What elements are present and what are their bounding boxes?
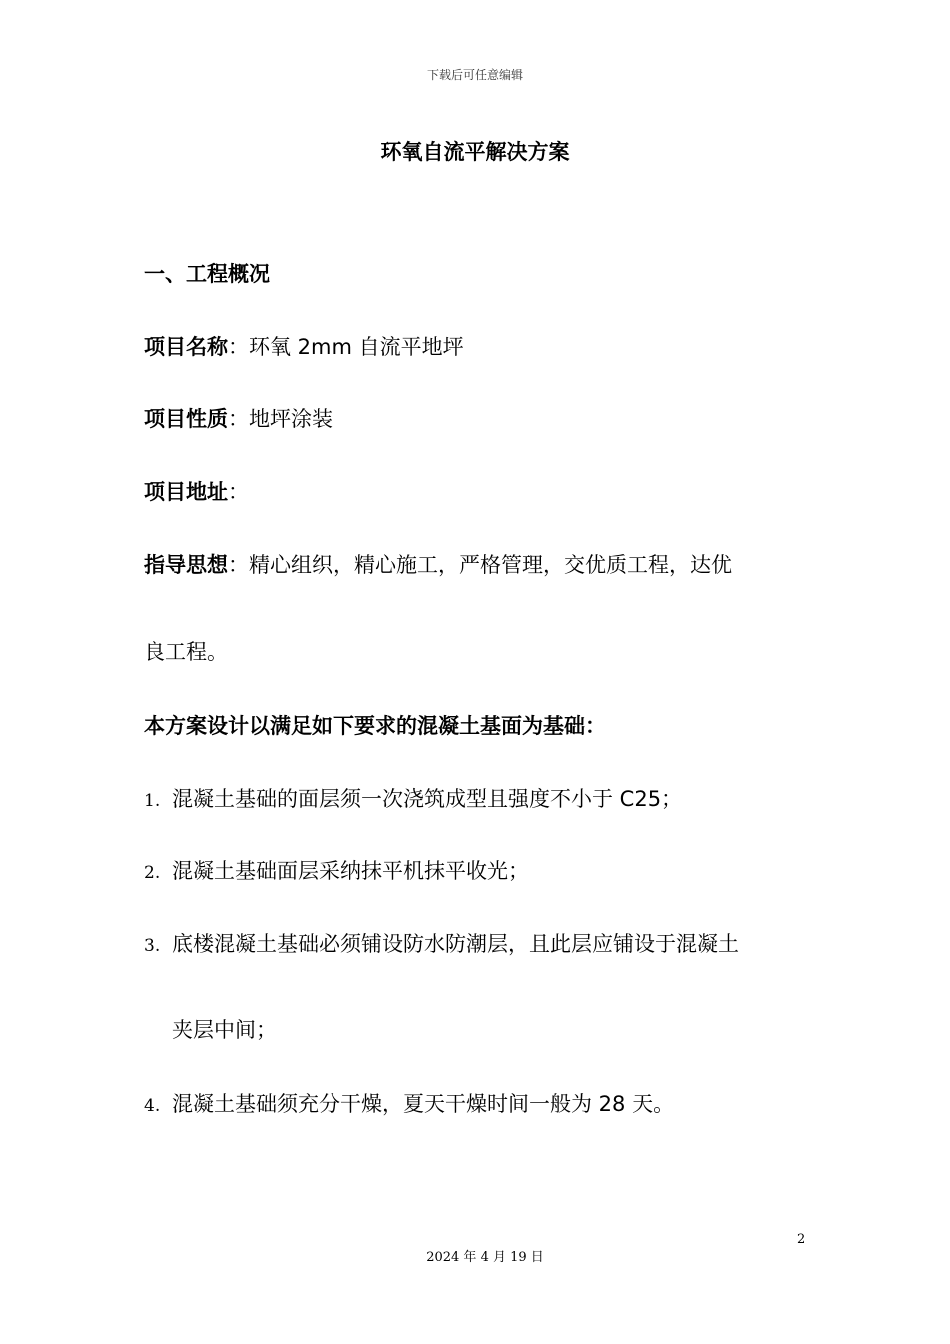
- section-heading: 一、工程概况: [144, 262, 270, 286]
- field-colon: ：: [228, 480, 249, 504]
- field-label: 项目性质: [144, 407, 228, 431]
- field-guiding-principle: [144, 550, 732, 580]
- list-item: [144, 929, 739, 961]
- field-label: 项目名称: [144, 335, 228, 359]
- field-colon: ：: [228, 553, 249, 577]
- field-project-address: [144, 477, 249, 507]
- list-item: [144, 784, 682, 816]
- list-item-text: 混凝土基础的面层须一次浇筑成型且强度不小于 C25；: [172, 787, 683, 811]
- field-value: 环氧 2mm 自流平地坪: [249, 335, 464, 359]
- page-number: 2: [797, 1232, 806, 1247]
- page-header: 下载后可任意编辑: [426, 68, 523, 82]
- list-item-number: 3.: [144, 936, 161, 956]
- document-title: 环氧自流平解决方案: [380, 140, 570, 164]
- list-item-text: 底楼混凝土基础必须铺设防水防潮层，且此层应铺设于混凝土: [172, 932, 739, 956]
- field-value: 地坪涂装: [249, 407, 333, 431]
- list-item-number: 2.: [144, 863, 161, 883]
- field-label: 项目地址: [144, 480, 228, 504]
- field-guiding-principle-continued: 良工程。: [144, 640, 228, 664]
- list-item-continued: 夹层中间；: [172, 1018, 277, 1042]
- list-item-text: 混凝土基础面层采纳抹平机抹平收光；: [172, 859, 529, 883]
- field-project-nature: [144, 404, 333, 434]
- list-item-text: 混凝土基础须充分干燥，夏天干燥时间一般为 28 天。: [172, 1092, 675, 1116]
- field-colon: ：: [228, 335, 249, 359]
- list-item: [144, 1089, 674, 1121]
- list-item-number: 4.: [144, 1096, 161, 1116]
- requirements-intro: 本方案设计以满足如下要求的混凝土基面为基础：: [144, 714, 606, 738]
- list-item: [144, 856, 529, 888]
- field-project-name: [144, 332, 464, 362]
- field-colon: ：: [228, 407, 249, 431]
- field-label: 指导思想: [144, 553, 228, 577]
- list-item-number: 1.: [144, 791, 161, 811]
- field-value: 精心组织，精心施工，严格管理，交优质工程，达优: [249, 553, 732, 577]
- page-footer-date: 2024 年 4 月 19 日: [426, 1250, 544, 1265]
